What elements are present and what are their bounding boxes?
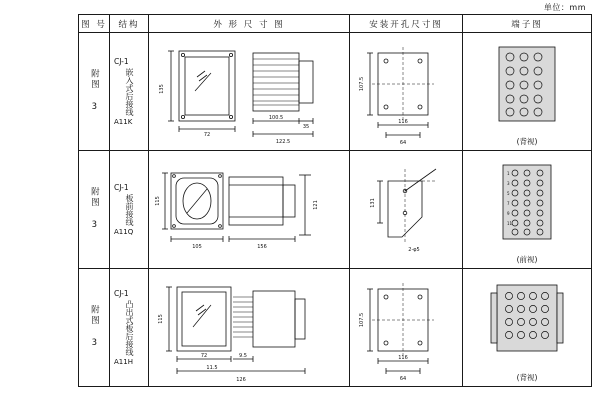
structure-code: A11K [114,118,133,126]
structure-text: 凸出式板后接线 [125,300,134,356]
svg-text:1: 1 [507,171,510,176]
table-body [79,33,592,387]
terminal-view-note: (背视) [516,137,538,146]
dim-115: 115 [158,314,164,324]
svg-text:9: 9 [507,211,510,216]
structure-model: CJ-1 [114,289,129,298]
structure-text: 板前接线 [125,194,134,226]
svg-text:11: 11 [507,221,513,226]
structure-code: A11Q [114,228,134,236]
header-mount: 安装开孔尺寸图 [350,15,463,33]
spec-table [78,14,592,387]
dim-9-5: 9.5 [239,353,247,359]
dim-64: 64 [399,140,407,146]
dim-100-5: 100.5 [268,115,284,121]
structure-model: CJ-1 [114,57,129,66]
row-outline-drawing [149,33,350,151]
dim-107-5: 107.5 [359,76,365,92]
header-struct: 结构 [110,15,149,33]
dim-107-5: 107.5 [359,312,365,328]
dim-116: 116 [398,119,408,125]
row-terminal-drawing [463,151,592,269]
row-figure-no: 附图 3 [79,269,110,387]
row-terminal-drawing [463,269,592,387]
unit-note: 单位：mm [543,3,586,12]
dim-2-phi-5: 2-φ5 [408,247,420,253]
header-no: 图 号 [79,15,110,33]
table-row [79,33,592,151]
dim-122-5: 122.5 [275,139,291,145]
row-structure [110,151,149,269]
header-term: 端子图 [463,15,592,33]
dim-35: 35 [302,124,310,130]
dim-156: 156 [257,244,267,250]
row-figure-no: 附图 3 [79,33,110,151]
svg-text:7: 7 [507,201,510,206]
terminal-view-note: (背视) [516,373,538,382]
row-structure [110,33,149,151]
dim-135: 135 [159,84,165,94]
table-header [79,15,592,33]
row-mounting-drawing [350,151,463,269]
dim-64: 64 [399,376,407,382]
svg-text:5: 5 [507,191,510,196]
dim-105: 105 [192,244,202,250]
header-dim: 外 形 尺 寸 图 [149,15,350,33]
svg-text:3: 3 [507,181,510,186]
row-mounting-drawing [350,269,463,387]
structure-code: A11H [114,358,133,366]
row-structure [110,269,149,387]
row-outline-drawing [149,151,350,269]
row-mounting-drawing [350,33,463,151]
dim-131: 131 [370,198,376,208]
structure-text: 嵌入式后接线 [125,68,134,116]
dim-115: 115 [155,196,161,206]
dim-121: 121 [313,200,319,210]
row-outline-drawing [149,269,350,387]
terminal-view-note: (前视) [516,255,538,264]
table-row [79,151,592,269]
row-terminal-drawing [463,33,592,151]
dim-72: 72 [203,132,211,138]
dim-126: 126 [236,377,246,383]
structure-model: CJ-1 [114,183,129,192]
table-row [79,269,592,387]
dim-72: 72 [200,353,208,359]
row-figure-no: 附图 3 [79,151,110,269]
dim-116: 116 [398,355,408,361]
dim-11-5: 11.5 [206,365,218,371]
